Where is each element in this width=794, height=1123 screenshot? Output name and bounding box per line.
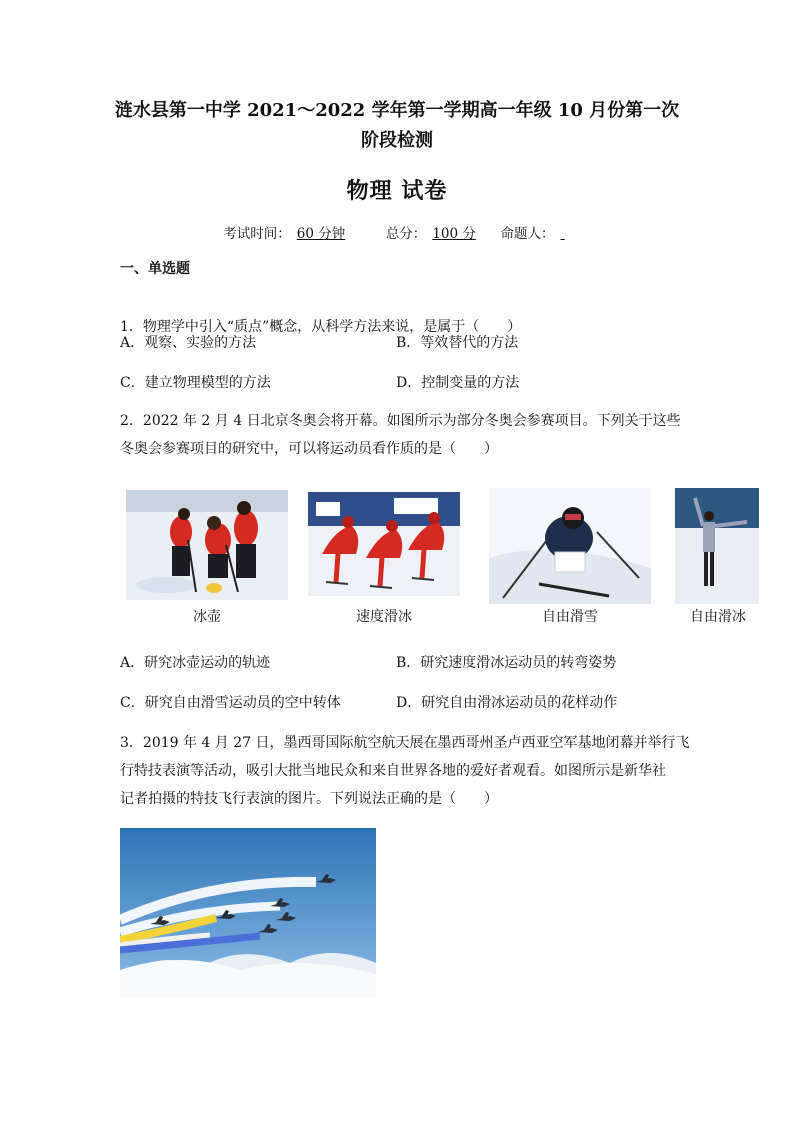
q1-option-b: B．等效替代的方法 xyxy=(396,335,519,351)
speed-skating-photo xyxy=(308,492,460,596)
q2-stem-line-2: 冬奥会参赛项目的研究中，可以将运动员看作质的是（ ） xyxy=(120,441,498,457)
exam-meta xyxy=(0,222,794,242)
score-value: 100 分 xyxy=(432,226,476,242)
q1-option-d: D．控制变量的方法 xyxy=(396,375,520,391)
time-label: 考试时间： xyxy=(223,226,291,242)
q2-option-d: D．研究自由滑冰运动员的花样动作 xyxy=(396,695,618,711)
exam-title: 涟水县第一中学 2021～2022 学年第一学期高一年级 10 月份第一次阶段检测 xyxy=(114,100,680,151)
caption-curling: 冰壶 xyxy=(193,609,221,625)
aerobatic-photo xyxy=(120,828,376,998)
author-blank xyxy=(554,226,570,242)
author-label: 命题人： xyxy=(500,226,555,242)
q1-option-a: A．观察、实验的方法 xyxy=(120,335,257,351)
q3-stem-line-3: 记者拍摄的特技飞行表演的图片。下列说法正确的是（ ） xyxy=(120,791,498,807)
curling-photo xyxy=(126,490,288,600)
q2-option-a: A．研究冰壶运动的轨迹 xyxy=(120,655,271,671)
subject-title: 物理 试卷 xyxy=(346,178,448,204)
figure-skating-photo xyxy=(675,488,759,604)
caption-speed-skating: 速度滑冰 xyxy=(356,609,412,625)
caption-figure-skating: 自由滑冰 xyxy=(690,609,746,625)
q2-option-c: C．研究自由滑雪运动员的空中转体 xyxy=(120,695,341,711)
q1-option-c: C．建立物理模型的方法 xyxy=(120,375,271,391)
q2-option-b: B．研究速度滑冰运动员的转弯姿势 xyxy=(396,655,617,671)
q3-stem-line-1: 3．2019 年 4 月 27 日，墨西哥国际航空航天展在墨西哥州圣卢西亚空军基地闭幕并举行飞 xyxy=(120,735,690,751)
time-value: 60 分钟 xyxy=(296,226,346,242)
q1-stem: 1．物理学中引入“质点”概念，从科学方法来说，是属于（ ） xyxy=(120,319,522,335)
q3-stem-line-2: 行特技表演等活动，吸引大批当地民众和来自世界各地的爱好者观看。如图所示是新华社 xyxy=(120,763,666,779)
freestyle-skiing-photo xyxy=(489,488,651,604)
score-label: 总分： xyxy=(385,226,427,242)
q2-stem-line-1: 2．2022 年 2 月 4 日北京冬奥会将开幕。如图所示为部分冬奥会参赛项目。下列关于这些 xyxy=(120,413,681,429)
caption-freestyle-skiing: 自由滑雪 xyxy=(542,609,598,625)
section-title: 一、单选题 xyxy=(120,261,190,277)
